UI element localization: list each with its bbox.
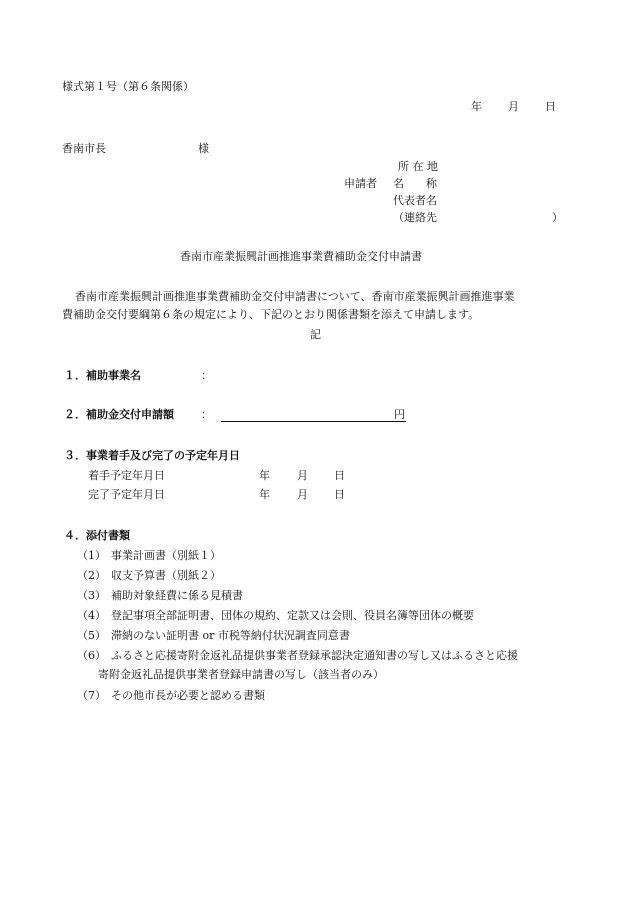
section2-colon: ： <box>201 408 212 421</box>
start-day: 日 <box>334 469 345 482</box>
amount-unit: 円 <box>394 408 405 421</box>
section1-colon: ： <box>201 369 212 382</box>
list-item: 滞納のない証明書 or 市税等納付状況調査同意書 <box>111 629 350 642</box>
applicant-rep-label: 代表者名 <box>393 194 437 207</box>
applicant-label: 申請者 <box>344 177 377 190</box>
date-day: 日 <box>545 100 556 113</box>
addressee-honorific: 様 <box>198 142 209 155</box>
list-item: 収支予算書（別紙２） <box>111 569 221 582</box>
list-item-num: （1） <box>77 549 106 562</box>
addressee-name: 香南市長 <box>62 142 106 155</box>
section4-label: ４．添付書類 <box>64 529 130 542</box>
list-item-num: （6） <box>77 649 106 662</box>
list-item-num: （4） <box>77 609 106 622</box>
list-item: 補助対象経費に係る見積書 <box>111 589 243 602</box>
ki-mark: 記 <box>310 328 321 341</box>
section3-label: ３．事業着手及び完了の予定年月日 <box>64 449 240 462</box>
applicant-contact-close: ） <box>552 211 563 224</box>
section2-label: ２．補助金交付申請額 <box>64 408 174 421</box>
start-year: 年 <box>259 469 270 482</box>
section1-label: １．補助事業名 <box>64 369 141 382</box>
end-year: 年 <box>259 488 270 501</box>
list-item-num: （3） <box>77 589 106 602</box>
list-item: 事業計画書（別紙１） <box>111 549 221 562</box>
list-item: ふるさと応援寄附金返礼品提供事業者登録承認決定通知書の写し又はふるさと応援 <box>111 649 518 662</box>
list-item-continuation: 寄附金返礼品提供事業者登録申請書の写し（該当者のみ） <box>98 668 384 681</box>
end-month: 月 <box>297 488 308 501</box>
list-item: その他市長が必要と認める書類 <box>111 689 265 702</box>
date-year: 年 <box>471 100 482 113</box>
body-line-1: 香南市産業振興計画推進事業費補助金交付申請書について、香南市産業振興計画推進事業 <box>75 290 515 303</box>
form-number: 様式第１号（第６条関係） <box>62 80 194 93</box>
list-item-num: （2） <box>77 569 106 582</box>
list-item-num: （7） <box>77 689 106 702</box>
list-item-num: （5） <box>77 629 106 642</box>
start-date-label: 着手予定年月日 <box>88 469 165 482</box>
applicant-contact-label: （連絡先 <box>393 211 437 224</box>
date-month: 月 <box>508 100 519 113</box>
end-day: 日 <box>334 488 345 501</box>
applicant-name-label: 名 称 <box>393 177 437 190</box>
page-title: 香南市産業振興計画推進事業費補助金交付申請書 <box>180 250 422 263</box>
list-item: 登記事項全部証明書、団体の規約、定款又は会則、役員名簿等団体の概要 <box>111 609 474 622</box>
start-month: 月 <box>297 469 308 482</box>
end-date-label: 完了予定年月日 <box>88 488 165 501</box>
applicant-address-label: 所 在 地 <box>398 160 438 173</box>
body-line-2: 費補助金交付要綱第６条の規定により、下記のとおり関係書類を添えて申請します。 <box>62 308 480 321</box>
amount-field-underline[interactable] <box>221 420 406 422</box>
